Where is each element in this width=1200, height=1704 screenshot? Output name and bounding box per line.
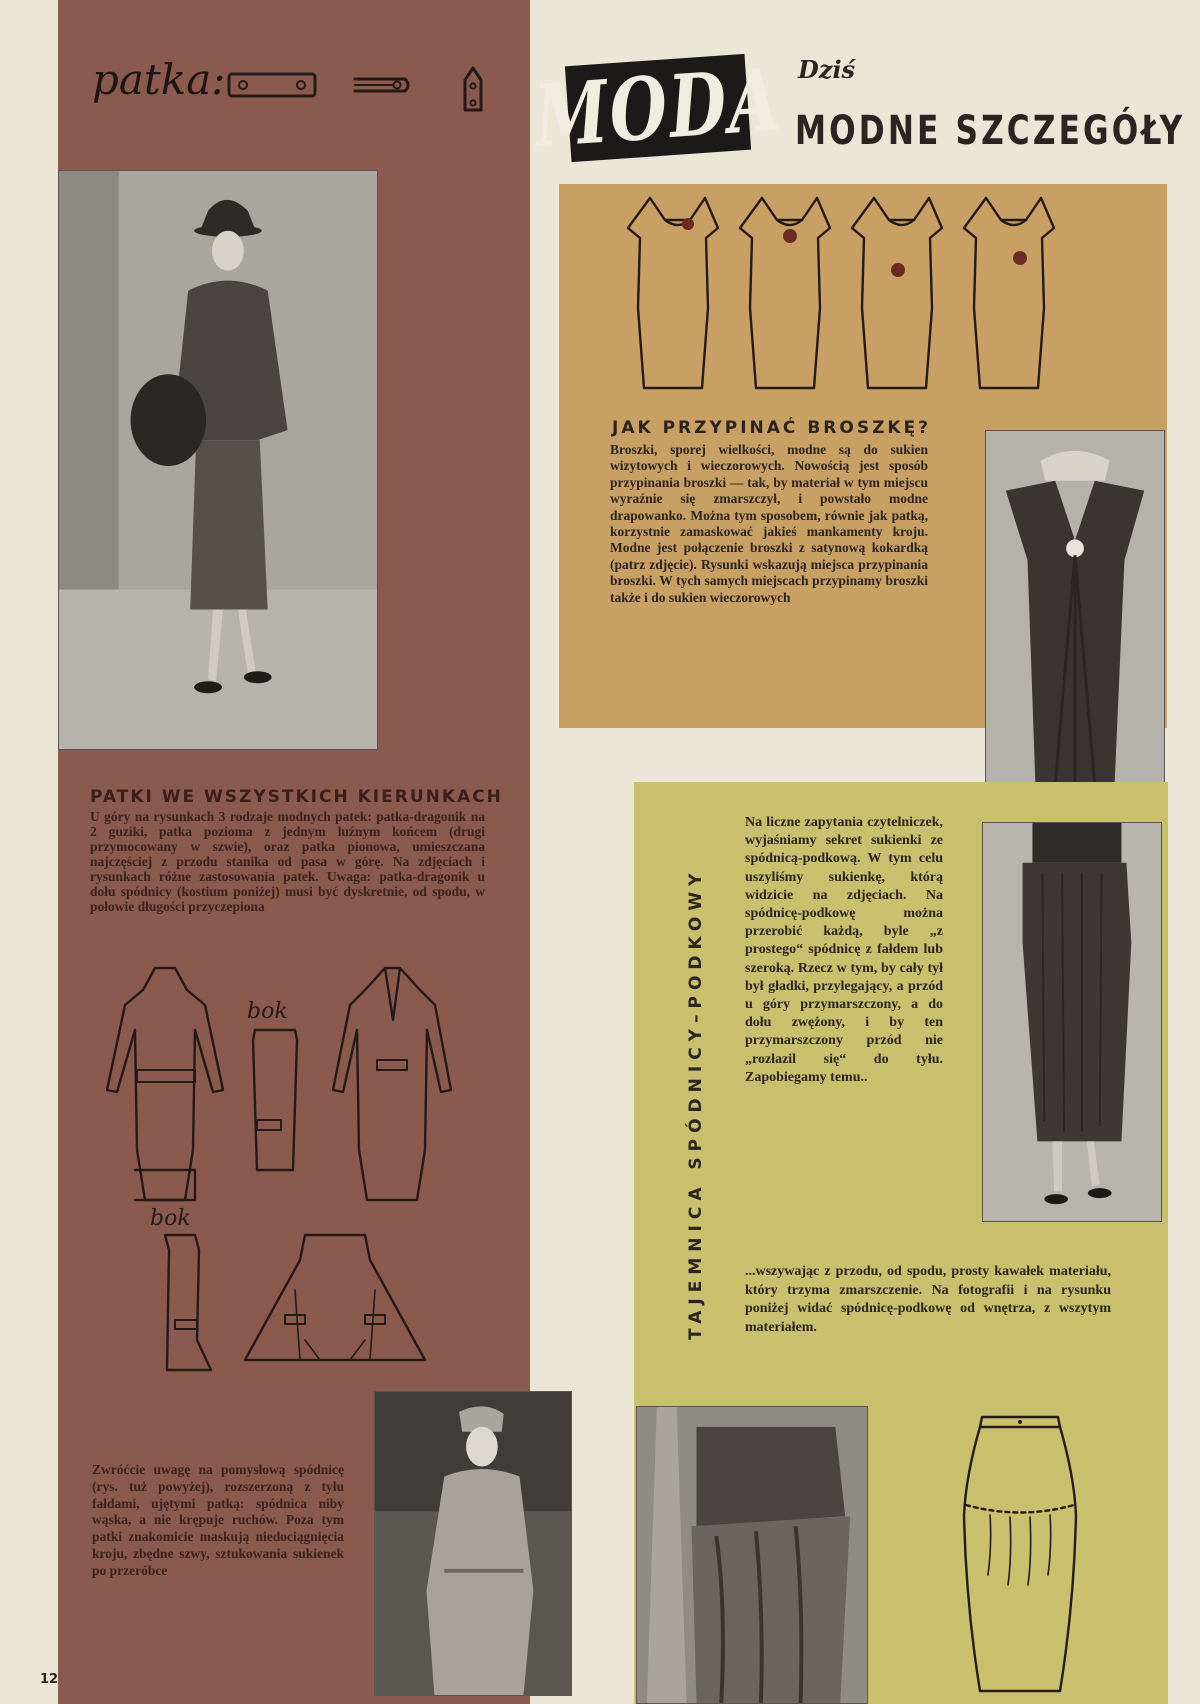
patki-heading: PATKI WE WSZYSTKICH KIERUNKACH: [90, 787, 503, 807]
brooch-icon: [891, 263, 905, 277]
photo-woman-in-hat: [374, 1391, 572, 1696]
skirt-article-text: Na liczne zapytania czytelniczek, wyjaśniamy sekret sukienki ze spódnicą-podkową. W tym celu uszyliśmy sukienkę, którą widzicie na zdjęciach. Na spódnicę-podkowę można przerobić każdą, byle „z prostego“ spódnicę z fałdem lub szeroką. Rzecz w tym, by cały tył był gładki, przylegający, a przód u góry przymarszczony, a do dołu zwężony, i by ten przymarszczony przód nie „rozłazil się“ do tyłu. Zapobiegamy temu..: [745, 815, 943, 1085]
dress-sketch-3: [852, 198, 942, 388]
skirt-vertical-title: TAJEMNICA SPÓDNICY–PODKOWY: [686, 867, 706, 1340]
page-title: MODNE SZCZEGÓŁY: [795, 108, 1186, 154]
dress-front-sketch: [333, 968, 451, 1200]
patki-article-text: U góry na rysunkach 3 rodzaje modnych patek: patka-dragonik na 2 guziki, patka pozioma z jednym luźnym końcem (drugi przymocowany w szwie), oraz patka pionowa, umieszczana najczęściej z przodu stanika od pasa w górę. Na zdjęciach i rysunkach różne zastosowania patek. Uwaga: patka-dragonik u dołu spódnicy (kostium poniżej) musi być dyskretnie, od spodu, w połowie długości przyczepiona: [90, 809, 485, 914]
skirt-inside-sketch: [940, 1405, 1100, 1701]
photo-draped-evening-dress: [985, 430, 1165, 786]
kicker-label: Dziś: [798, 55, 856, 84]
skirt-article-continued: ...wszywając z przodu, od spodu, prosty kawałek materiału, który trzyma zmarszczenie. Na fotografii i na rysunku poniżej widać spódnicę-podkowę od wnętrza, z wszytym materiałem.: [745, 1264, 1111, 1335]
brooch-heading: JAK PRZYPINAĆ BROSZKĘ?: [612, 418, 932, 438]
patka-label: patka:: [92, 55, 226, 104]
dress-sketch-1: [628, 198, 718, 388]
horizontal-tab-loose-end-icon: [355, 79, 408, 91]
tab-usage-sketches: [95, 960, 475, 1380]
brooch-placement-sketches: [610, 188, 1090, 403]
skirt-side-pleated-sketch: [165, 1235, 211, 1370]
page-number: 12: [40, 1672, 59, 1687]
brooch-icon: [783, 229, 797, 243]
photo-horseshoe-skirt: [982, 822, 1162, 1222]
horizontal-tab-two-button-icon: [229, 74, 315, 96]
vertical-tab-icon: [465, 68, 481, 110]
patka-types-icons: [225, 66, 495, 116]
dress-back-sketch: [107, 968, 223, 1200]
moda-logo: MODA: [531, 48, 785, 168]
patki-note-text: Zwróćcie uwagę na pomysłową spódnicę (rys. tuż powyżej), rozszerzoną z tyłu fałdami, ujętymi patką: spódnica niby wąska, a nie krępuje ruchów. Poza tym patki znakomicie maskują niedociągnięcia kroju, zbędne szwy, sztukowania sukienek po przeróbce: [92, 1462, 344, 1578]
skirt-back-fan-sketch: [245, 1235, 425, 1360]
photo-woman-in-coat: [58, 170, 378, 750]
brooch-icon: [1066, 539, 1084, 557]
dress-sketch-2: [740, 198, 830, 388]
bok-label: bok: [247, 999, 288, 1024]
photo-skirt-inside-out: [636, 1406, 868, 1704]
brooch-article-text: Broszki, sporej wielkości, modne są do sukien wizytowych i wieczorowych. Nowością jest sposób przypinania broszki — tak, by materiał w tym miejscu wyraźnie się zmarszczył, i powstało modne drapowanko. Można tym sposobem, równie jak patką, korzystnie zamaskować jakieś mankamenty kroju. Modne jest połączenie broszki z satynową kokardką (patrz zdjęcie). Rysunki wskazują miejsca przypinania broszki. W tych samych miejscach przypinamy broszki także i do sukien wieczorowych: [610, 442, 928, 605]
brooch-icon: [682, 218, 694, 230]
skirt-side-sketch: [253, 1030, 297, 1170]
brooch-icon: [1013, 251, 1027, 265]
bok-label: bok: [150, 1206, 191, 1231]
dress-sketch-4: [964, 198, 1054, 388]
